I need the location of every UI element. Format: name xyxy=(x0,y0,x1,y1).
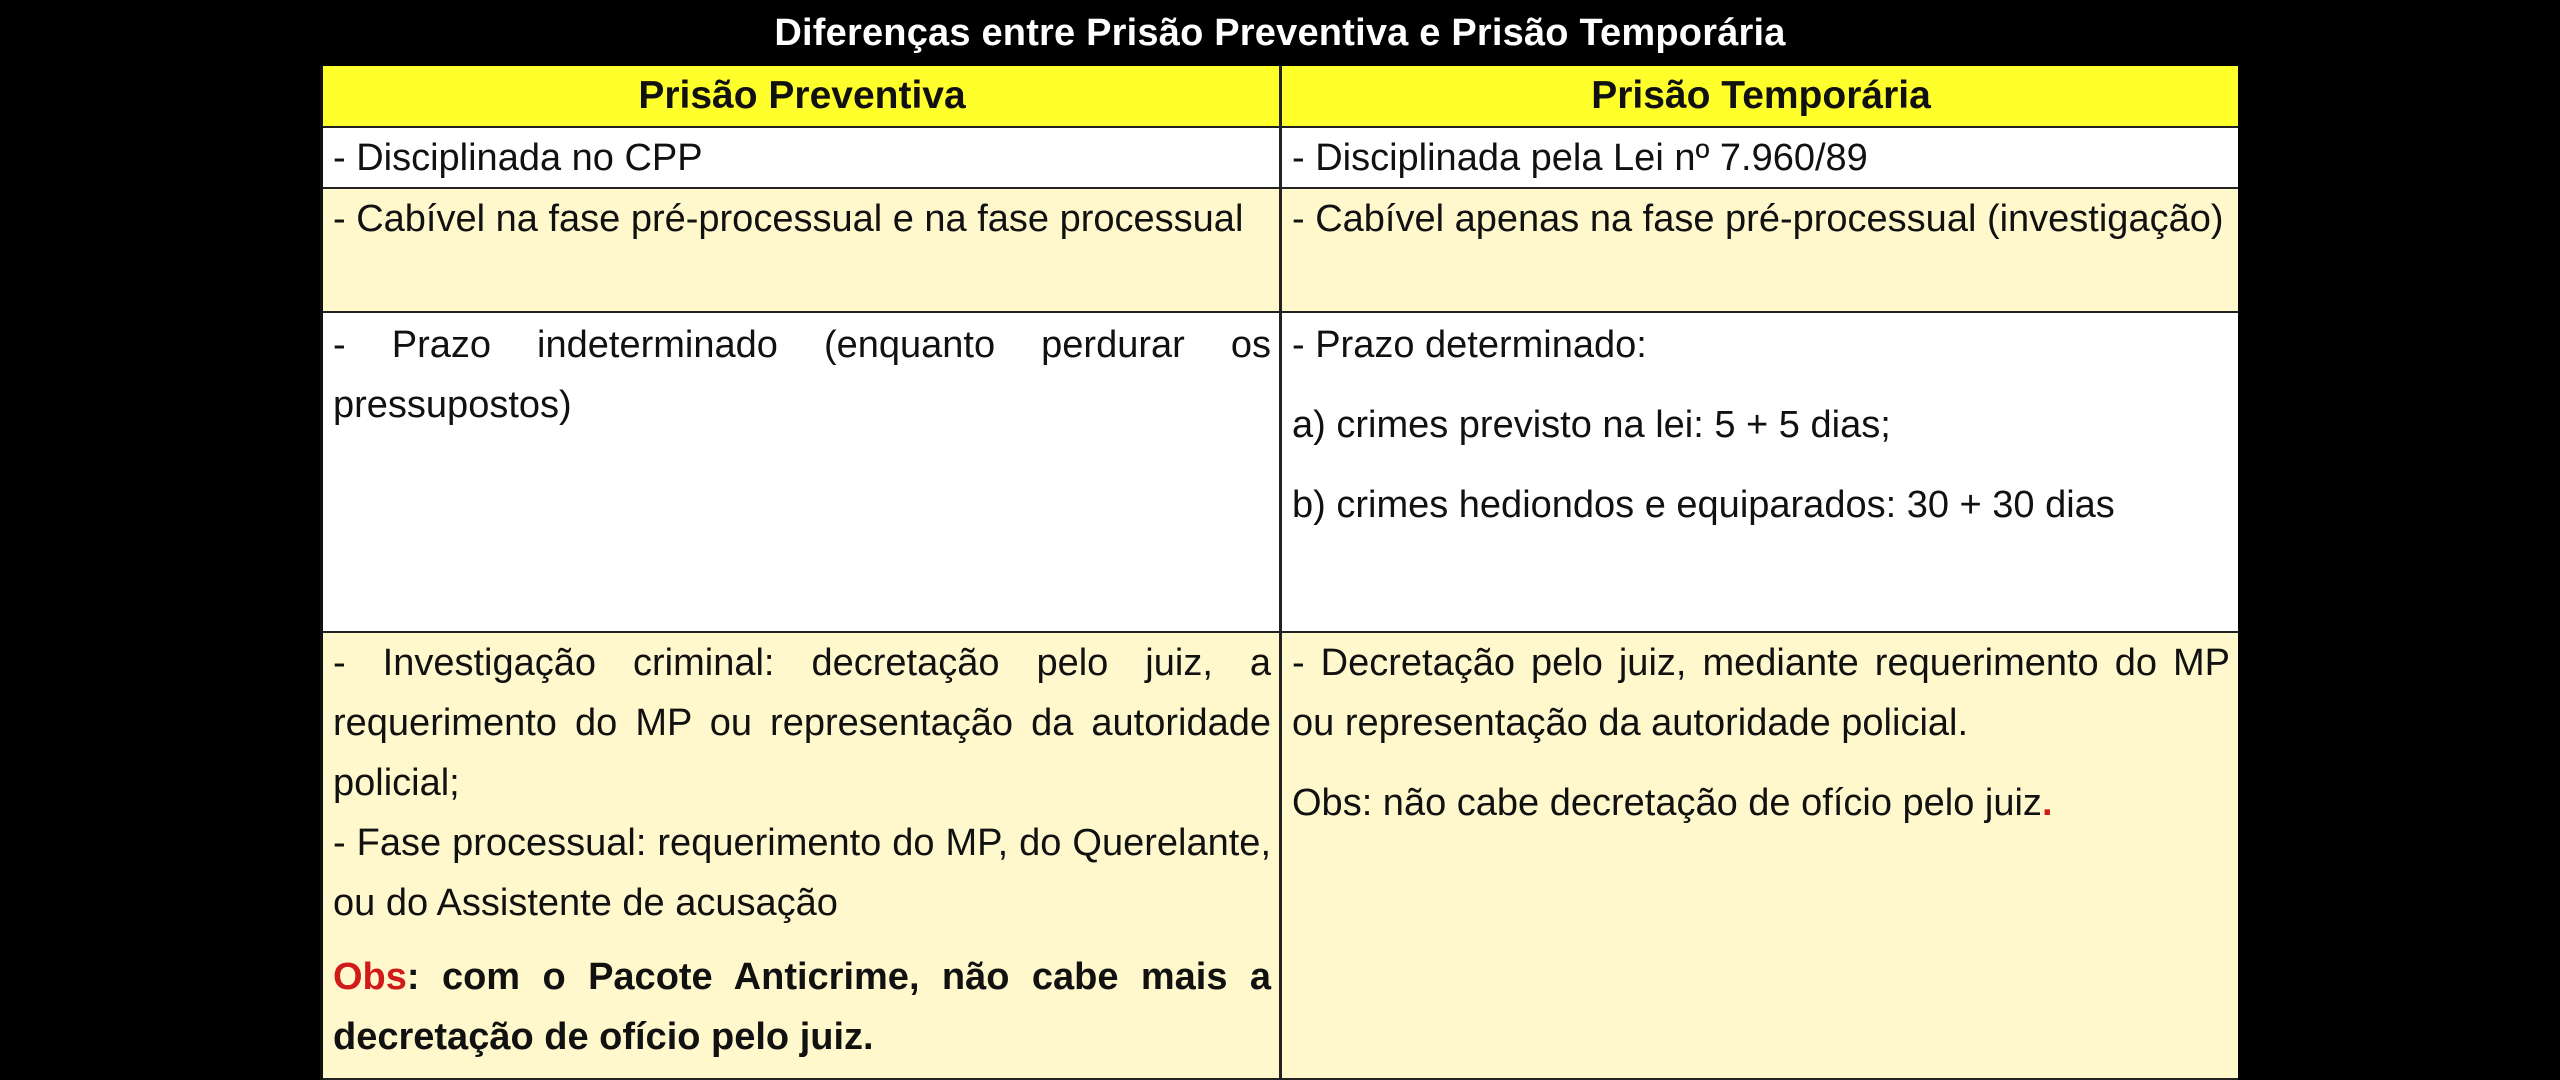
cell-text: a) crimes previsto na lei: 5 + 5 dias; xyxy=(1292,404,1891,446)
cell-text: - Prazo indeterminado (enquanto perdurar os pressupostos) xyxy=(333,324,1271,426)
column-header-temporaria: Prisão Temporária xyxy=(1282,66,2238,128)
obs-label: Obs xyxy=(333,956,407,998)
table-cell xyxy=(323,633,1282,1080)
cell-text: - Investigação criminal: decretação pelo juiz, a requerimento do MP ou representação da autoridade policial; xyxy=(333,642,1271,804)
column-header-preventiva: Prisão Preventiva xyxy=(323,66,1282,128)
cell-text: - Fase processual: requerimento do MP, do Querelante, ou do Assistente de acusação xyxy=(333,822,1271,924)
cell-text: - Cabível na fase pré-processual e na fase processual xyxy=(333,198,1244,240)
cell-text: - Disciplinada pela Lei nº 7.960/89 xyxy=(1292,137,1868,179)
table-cell xyxy=(1282,633,2238,1080)
cell-text: - Cabível apenas na fase pré-processual (investigação) xyxy=(1292,198,2224,240)
cell-text: - Prazo determinado: xyxy=(1292,324,1647,366)
table-cell xyxy=(1282,128,2238,189)
table-cell xyxy=(323,189,1282,313)
table-cell xyxy=(323,128,1282,189)
comparison-table xyxy=(320,66,2238,1080)
page-title: Diferenças entre Prisão Preventiva e Prisão Temporária xyxy=(774,11,1786,54)
obs-note xyxy=(333,947,1271,1067)
obs-note xyxy=(1292,773,2230,833)
obs-text: : com o Pacote Anticrime, não cabe mais a decretação de ofício pelo juiz. xyxy=(333,956,1271,1058)
cell-text: b) crimes hediondos e equiparados: 30 + 30 dias xyxy=(1292,484,2115,526)
table-cell xyxy=(1282,189,2238,313)
cell-text: - Decretação pelo juiz, mediante requerimento do MP ou representação da autoridade policial. xyxy=(1292,642,2230,744)
cell-text: - Disciplinada no CPP xyxy=(333,137,703,179)
obs-dot: . xyxy=(2041,782,2053,824)
table-cell xyxy=(1282,313,2238,633)
obs-text: Obs: não cabe decretação de ofício pelo juiz xyxy=(1292,782,2042,824)
table-cell xyxy=(323,313,1282,633)
